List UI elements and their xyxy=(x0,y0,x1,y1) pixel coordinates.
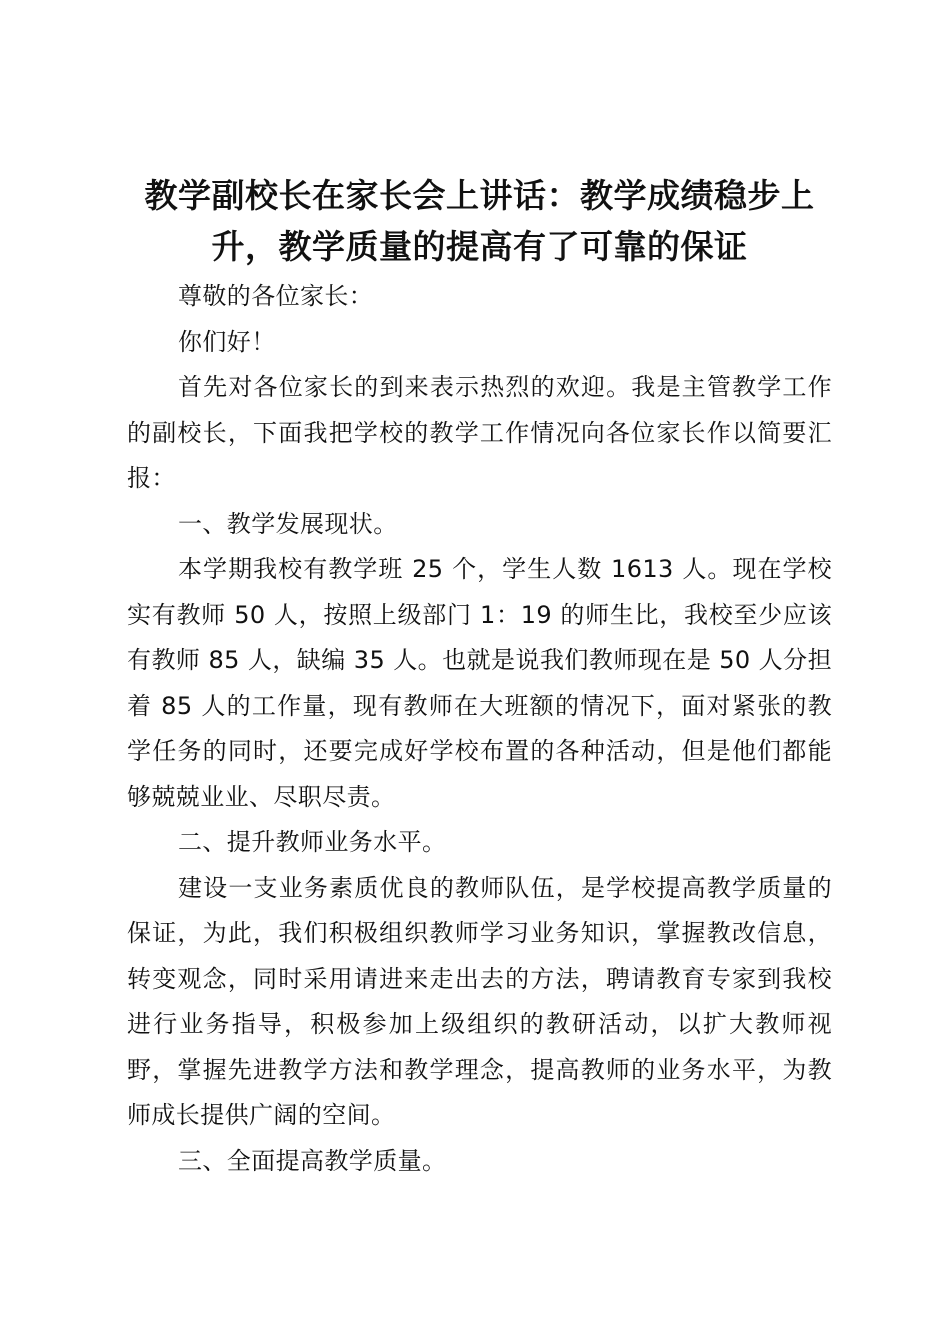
section-1-paragraph: 本学期我校有教学班 25 个，学生人数 1613 人。现在学校实有教师 50 人，按照上级部门 1：19 的师生比，我校至少应该有教师 85 人，缺编 35 人。也就是说我们教师现在是 50 人分担着 85 人的工作量，现有教师在大班额的情况下，面对紧张的教学任务的同时，还要完成好学校布置的各种活动，但是他们都能够兢兢业业、尽职尽责。 xyxy=(127,555,832,811)
document-title: 教学副校长在家长会上讲话：教学成绩稳步上升，教学质量的提高有了可靠的保证 xyxy=(144,176,815,266)
section-heading-2: 二、提升教师业务水平。 xyxy=(178,828,447,856)
section-heading-3: 三、全面提高教学质量。 xyxy=(178,1146,447,1175)
greeting: 你们好！ xyxy=(178,327,276,356)
intro-paragraph: 首先对各位家长的到来表示热烈的欢迎。我是主管教学工作的副校长，下面我把学校的教学工作情况向各位家长作以简要汇报： xyxy=(127,373,832,492)
section-2-paragraph: 建设一支业务素质优良的教师队伍，是学校提高教学质量的保证，为此，我们积极组织教师学习业务知识，掌握教改信息，转变观念，同时采用请进来走出去的方法，聘请教育专家到我校进行业务指导，积极参加上级组织的教研活动，以扩大教师视野，掌握先进教学方法和教学理念，提高教师的业务水平，为教师成长提供广阔的空间。 xyxy=(127,873,832,1129)
salutation: 尊敬的各位家长： xyxy=(178,282,374,310)
document-content xyxy=(127,170,832,1184)
document-body xyxy=(127,274,832,1184)
section-heading-1: 一、教学发展现状。 xyxy=(178,509,398,538)
